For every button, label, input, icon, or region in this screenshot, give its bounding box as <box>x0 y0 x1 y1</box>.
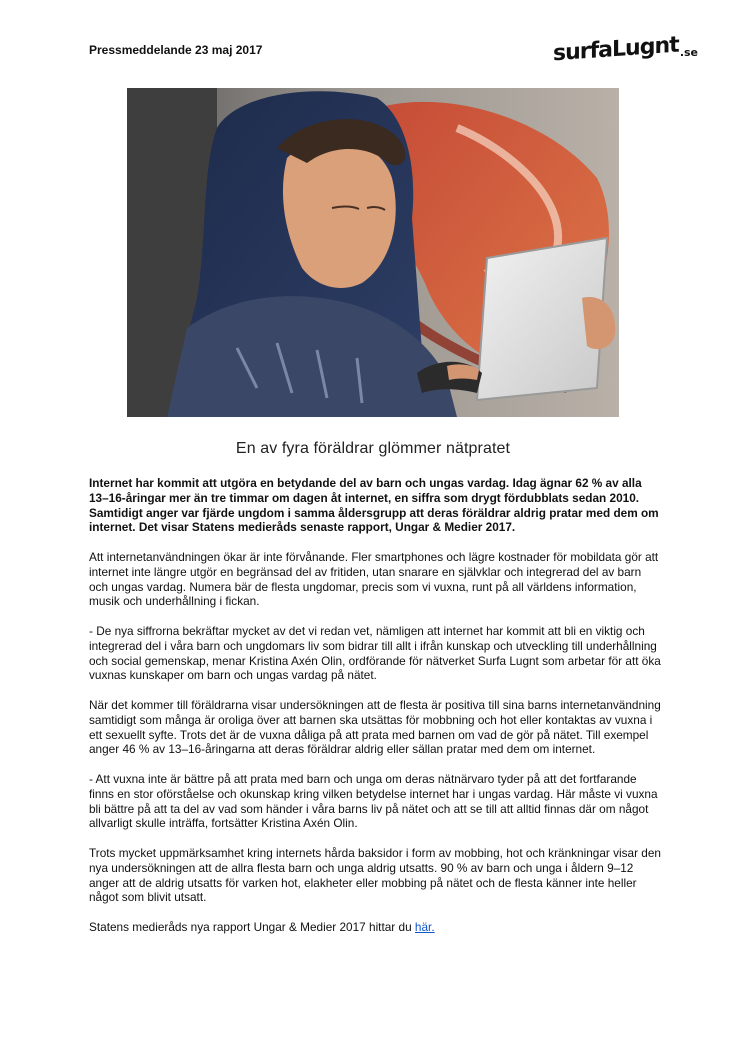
logo-domain: .se <box>679 46 698 59</box>
press-release-date: Pressmeddelande 23 maj 2017 <box>89 43 263 57</box>
lead-paragraph: Internet har kommit att utgöra en betydande del av barn och ungas vardag. Idag ägnar 62 % av alla 13–16-åringar mer än tre timmar om dagen åt internet, en siffra som drygt fördubblats sedan 2010. Samtidigt anger var fjärde ungdom i samma åldersgrupp att deras föräldrar aldrig pratar med dem om internet. Det visar Statens medieråds senaste rapport, Ungar & Medier 2017. <box>89 476 659 535</box>
surfa-lugnt-logo <box>553 32 698 67</box>
body-paragraph: - De nya siffrorna bekräftar mycket av det vi redan vet, nämligen att internet har kommit att bli en viktig och integrerad del i våra barn och ungdomars liv som bidrar till allt i ifrån kunskap och utveckling till underhållning och social gemenskap, menar Kristina Axén Olin, ordförande för nätverket Surfa Lugnt som arbetar för att öka vuxnas kunskaper om barn och ungas vardag på nätet. <box>89 623 661 683</box>
body-paragraph: När det kommer till föräldrarna visar undersökningen att de flesta är positiva till sina barns internetanvändning samtidigt som många är oroliga över att barnen ska utsättas för mobbning och hot eller kontaktas av vuxna i ett sexuellt syfte. Trots det är de vuxna dåliga på att prata med barnen om vad de gör på nätet. Till exempel anger 46 % av 13–16-åringarna att deras föräldrar aldrig eller sällan pratar med dem om internet. <box>89 697 661 757</box>
report-link[interactable]: här. <box>414 919 435 934</box>
hero-photo <box>127 88 619 417</box>
report-link-paragraph <box>89 920 661 935</box>
body-paragraph: Att internetanvändningen ökar är inte förvånande. Fler smartphones och lägre kostnader för mobildata gör att internet inte längre utgör en begränsad del av fritiden, utan snarare en självklar och integrerad del av barn och ungas vardag. Numera bär de flesta ungdomar, precis som vi vuxna, runt på all världens information, musik och underhållning i fickan. <box>89 549 659 609</box>
body-paragraph: Trots mycket uppmärksamhet kring internets hårda baksidor i form av mobbing, hot och kränkningar visar den nya undersökningen att de allra flesta barn och unga aldrig utsatts. 90 % av barn och unga i åldern 9–12 anger att de aldrig utsatts för varken hot, elakheter eller mobbing på nätet och de flesta känner inte heller något som blivit utsatt. <box>89 845 661 905</box>
teen-with-tablet-illustration <box>127 88 619 417</box>
report-link-text: Statens medieråds nya rapport Ungar & Medier 2017 hittar du <box>89 919 415 934</box>
article-body <box>89 476 661 950</box>
document-header <box>89 32 698 71</box>
body-paragraph: - Att vuxna inte är bättre på att prata med barn och unga om deras nätnärvaro tyder på att det fortfarande finns en stor oförståelse och okunskap kring vilken betydelse internet har i ungas vardag. Här måste vi vuxna bli bättre på att ta del av vad som händer i våra barns liv på nätet och att se till att alltid finnas där om något allvarligt skulle inträffa, fortsätter Kristina Axén Olin. <box>89 771 658 831</box>
article-headline: En av fyra föräldrar glömmer nätpratet <box>235 440 511 457</box>
logo-wordmark: surfaLugnt <box>553 32 679 67</box>
